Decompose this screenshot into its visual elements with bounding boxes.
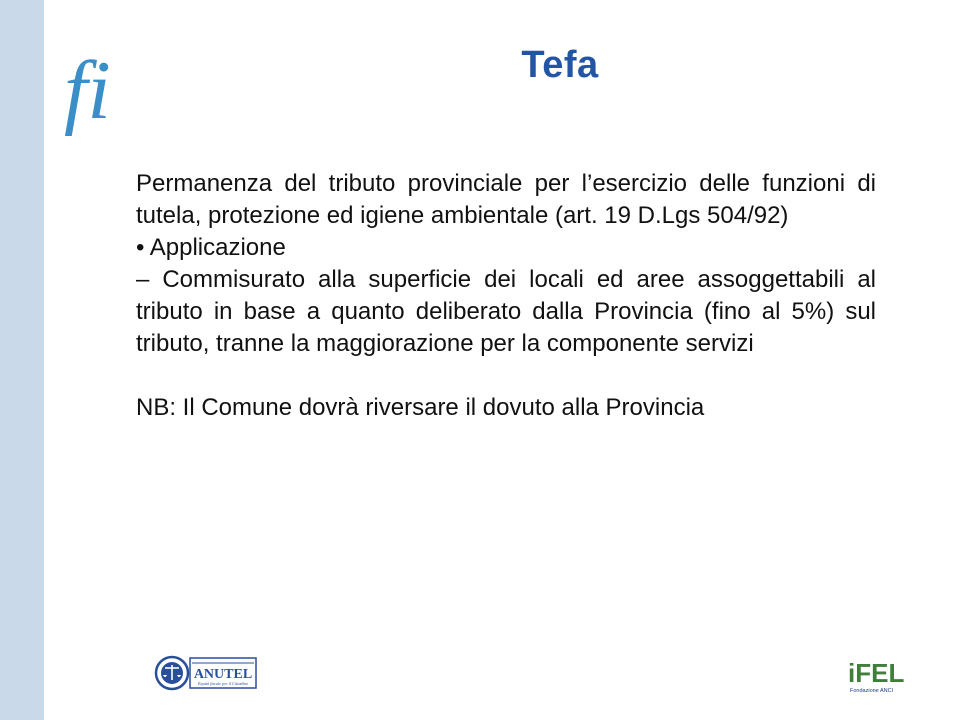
dash-item: – Commisurato alla superficie dei locali ed aree assoggettabili al tributo in base a quanto deliberato dalla Provincia (fino al 5%) sul tributo, tranne la maggiorazione per la componente servizi	[136, 266, 876, 357]
slide-body	[136, 168, 876, 424]
side-accent-band	[0, 0, 44, 720]
svg-text:fi: fi	[64, 44, 111, 137]
note-paragraph: NB: Il Comune dovrà riversare il dovuto alla Provincia	[136, 394, 705, 421]
ifel-logo-icon	[846, 652, 905, 698]
intro-paragraph: Permanenza del tributo provinciale per l’esercizio delle funzioni di tutela, protezione ed igiene ambientale (art. 19 D.Lgs 504/92)	[136, 170, 876, 229]
bullet-item: • Applicazione	[136, 234, 286, 261]
slide-title: Tefa	[521, 44, 599, 86]
svg-text:iFEL: iFEL	[848, 658, 905, 688]
anutel-logo-icon	[154, 654, 258, 692]
svg-text:Fondazione ANCI: Fondazione ANCI	[850, 688, 894, 694]
spacer	[136, 360, 876, 392]
svg-text:ANUTEL: ANUTEL	[193, 667, 253, 682]
svg-text:Equità fiscale per il Cittadin: Equità fiscale per il Cittadino	[197, 681, 249, 686]
fi-logo-icon	[60, 44, 122, 136]
